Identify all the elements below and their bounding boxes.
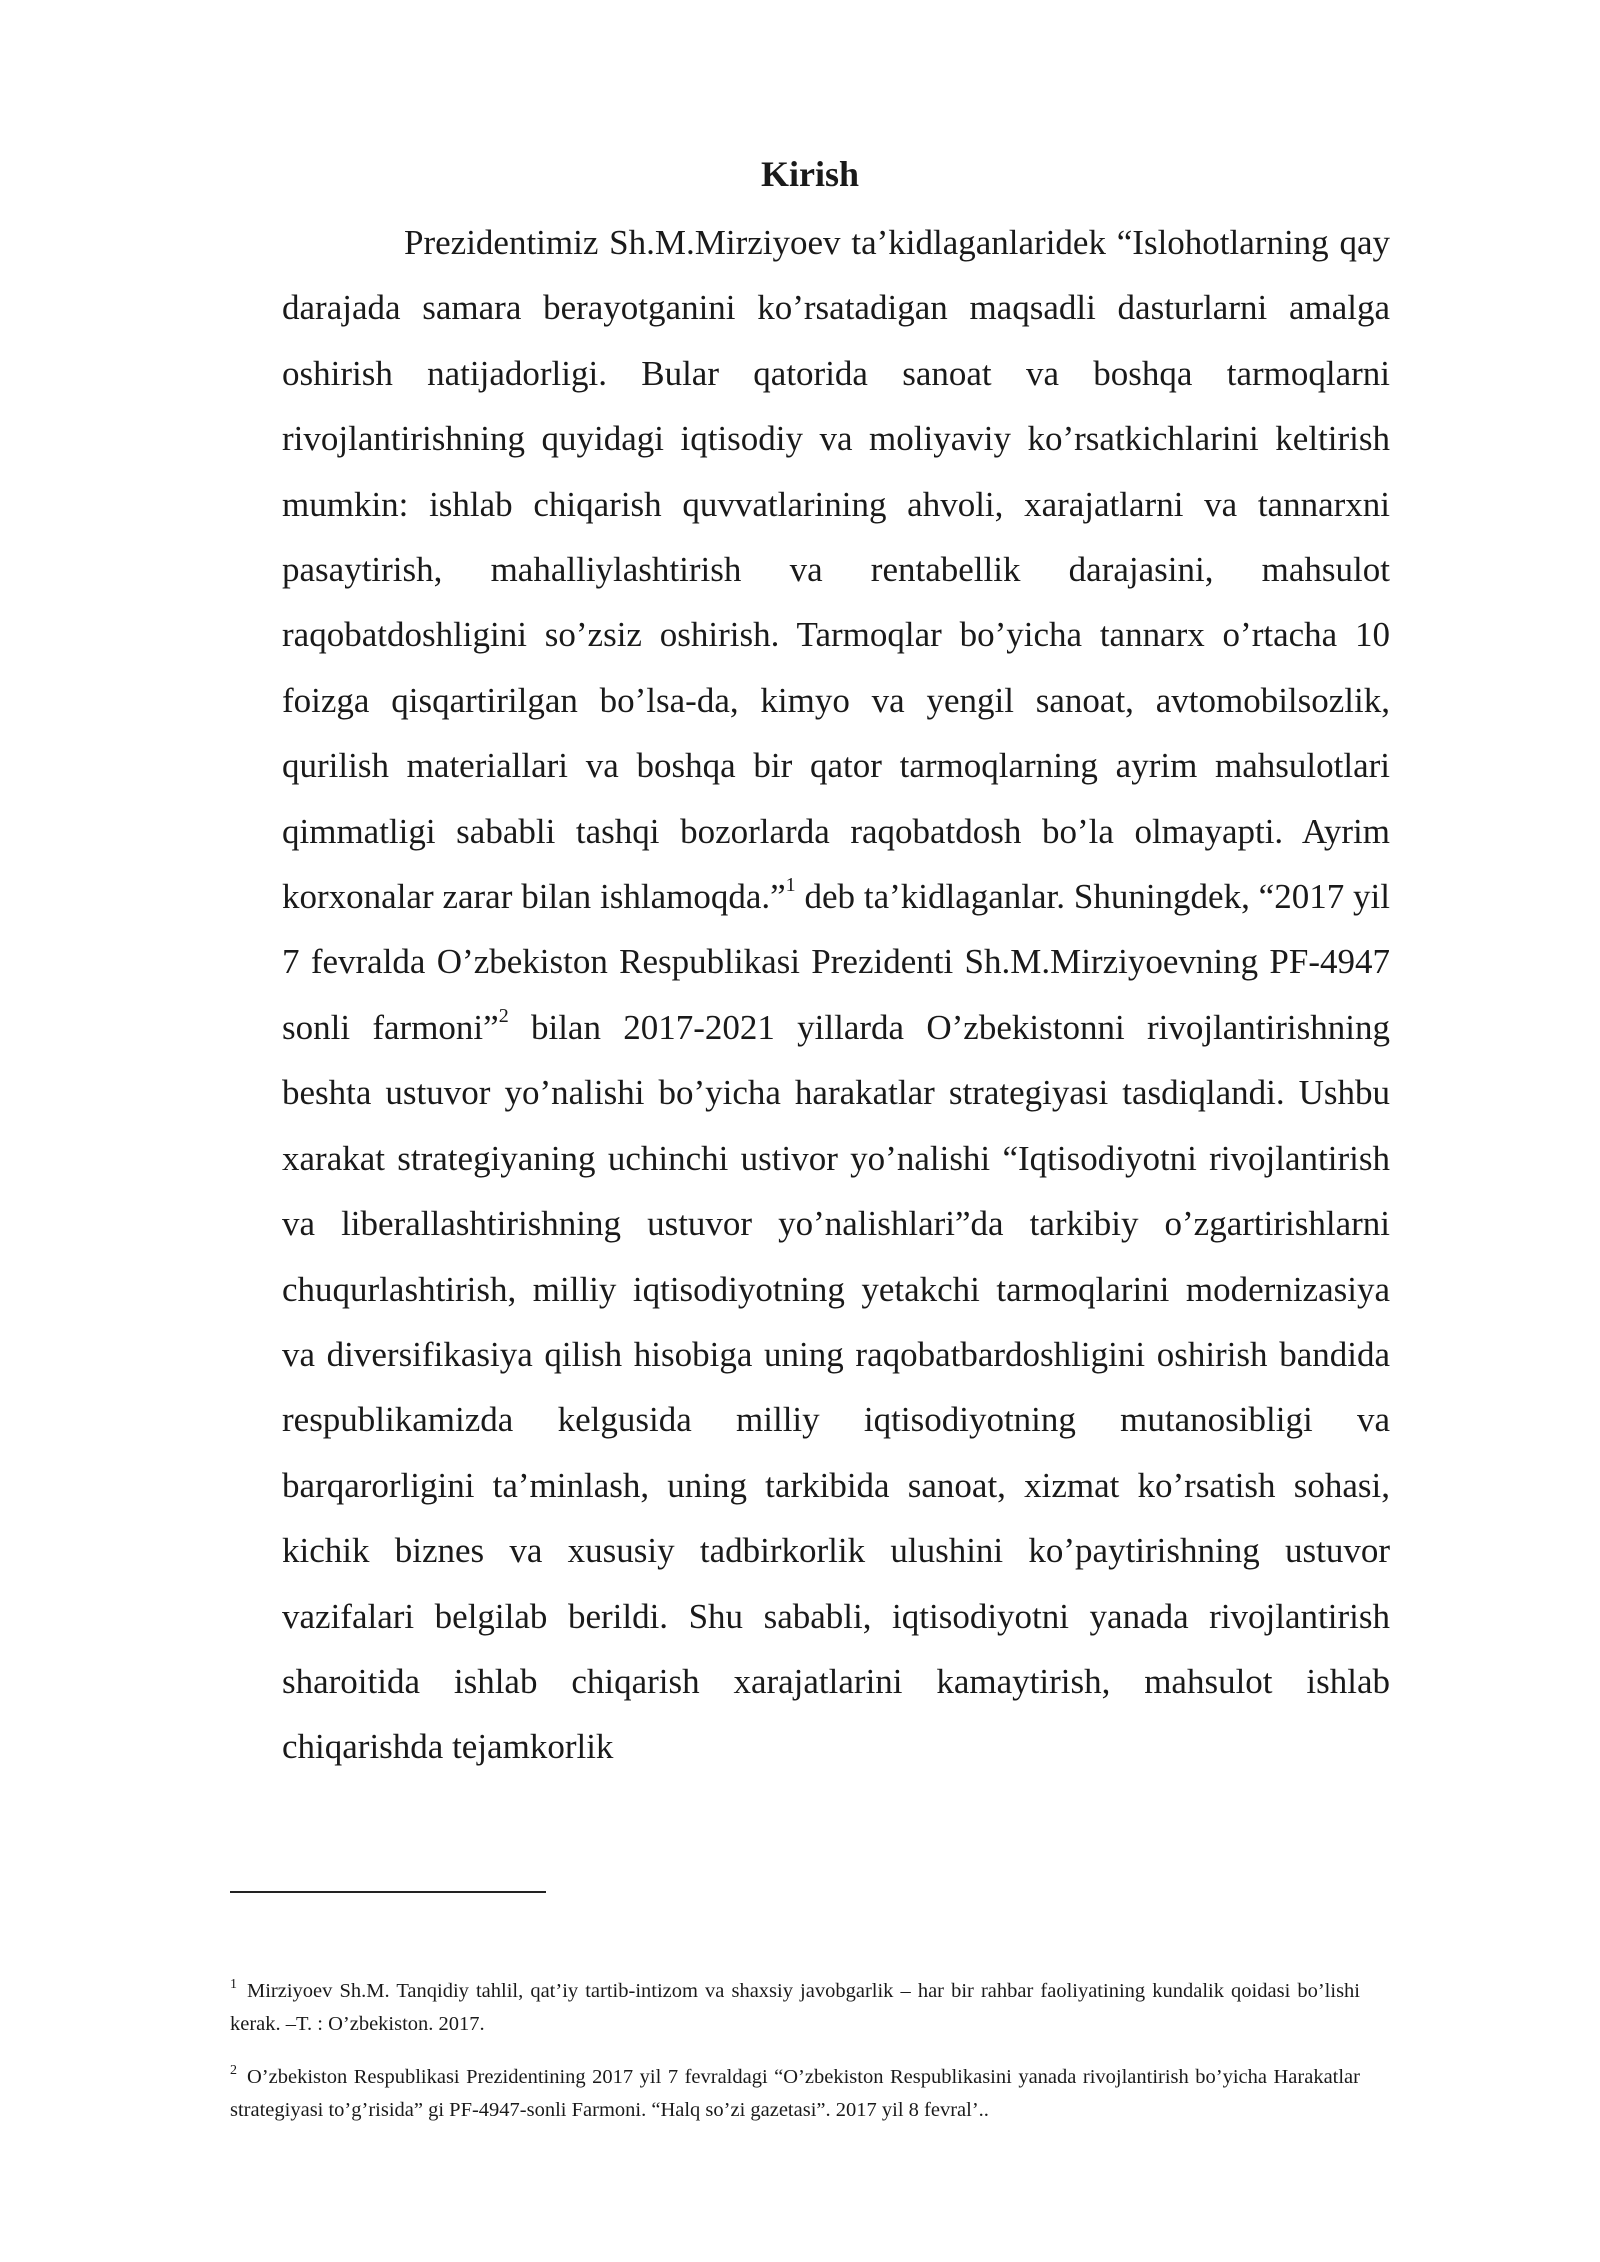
footnote-2: [230, 2062, 1360, 2125]
footnote-ref-1[interactable]: 1: [785, 874, 796, 897]
footnote-1: [230, 1976, 1360, 2039]
paragraph-text-part2: deb ta’kidlaganlar. Shuningdek, “2017 yil 7 fevralda O’zbekiston Respublikasi Prezidenti Sh.M.Mirziyoevning PF-4947 sonli farmoni”: [282, 877, 1390, 1047]
paragraph-text-part1: Prezidentimiz Sh.M.Mirziyoev ta’kidlaganlaridek “Islohotlarning qay darajada samara berayotganini ko’rsatadigan maqsadli dasturlarni amalga oshirish natijadorligi. Bular qatorida sanoat va boshqa tarmoqlarni rivojlantirishning quyidagi iqtisodiy va moliyaviy ko’rsatkichlarini keltirish mumkin: ishlab chiqarish quvvatlarining ahvoli, xarajatlarni va tannarxni pasaytirish, mahalliylashtirish va rentabellik darajasini, mahsulot raqobatdoshligini so’zsiz oshirish. Tarmoqlar bo’yicha tannarx o’rtacha 10 foizga qisqartirilgan bo’lsa-da, kimyo va yengil sanoat, avtomobilsozlik, qurilish materiallari va boshqa bir qator tarmoqlarning ayrim mahsulotlari qimmatligi sababli tashqi bozorlarda raqobatdosh bo’la olmayapti. Ayrim korxonalar zarar bilan ishlamoqda.”: [282, 223, 1390, 917]
paragraph-text-part3: bilan 2017-2021 yillarda O’zbekistonni rivojlantirishning beshta ustuvor yo’nalishi bo’yicha harakatlar strategiyasi tasdiqlandi. Ushbu xarakat strategiyaning uchinchi ustivor yo’nalishi “Iqtisodiyotni rivojlantirish va liberallashtirishning ustuvor yo’nalishlari”da tarkibiy o’zgartirishlarni chuqurlashtirish, milliy iqtisodiyotning yetakchi tarmoqlarini modernizasiya va diversifikasiya qilish hisobiga uning raqobatbardoshligini oshirish bandida respublikamizda kelgusida milliy iqtisodiyotning mutanosibligi va barqarorligini ta’minlash, uning tarkibida sanoat, xizmat ko’rsatish sohasi, kichik biznes va xususiy tadbirkorlik ulushini ko’paytirishning ustuvor vazifalari belgilab berildi. Shu sababli, iqtisodiyotni yanada rivojlantirish sharoitida ishlab chiqarish xarajatlarini kamaytirish, mahsulot ishlab chiqarishda tejamkorlik: [282, 1007, 1390, 1767]
footnote-1-mark: 1: [230, 1977, 237, 1992]
footnote-2-text: O’zbekiston Respublikasi Prezidentining 2017 yil 7 fevraldagi “O’zbekiston Respublikasini yanada rivojlantirish bo’yicha Harakatlar strategiyasi to’g’risida” gi PF-4947-sonli Farmoni. “Halq so’zi gazetasi”. 2017 yil 8 fevral’..: [230, 2066, 1360, 2121]
page-title: Kirish: [760, 154, 859, 194]
body-paragraph: [282, 210, 1390, 1780]
footnote-1-text: Mirziyoev Sh.M. Tanqidiy tahlil, qat’iy tartib-intizom va shaxsiy javobgarlik – har bir rahbar faoliyatining kundalik qoidasi bo’lishi kerak. –T. : O’zbekiston. 2017.: [230, 1980, 1360, 2035]
footnote-ref-2[interactable]: 2: [498, 1005, 509, 1028]
footnote-2-mark: 2: [230, 2063, 237, 2078]
footnote-separator: [230, 1891, 546, 1893]
